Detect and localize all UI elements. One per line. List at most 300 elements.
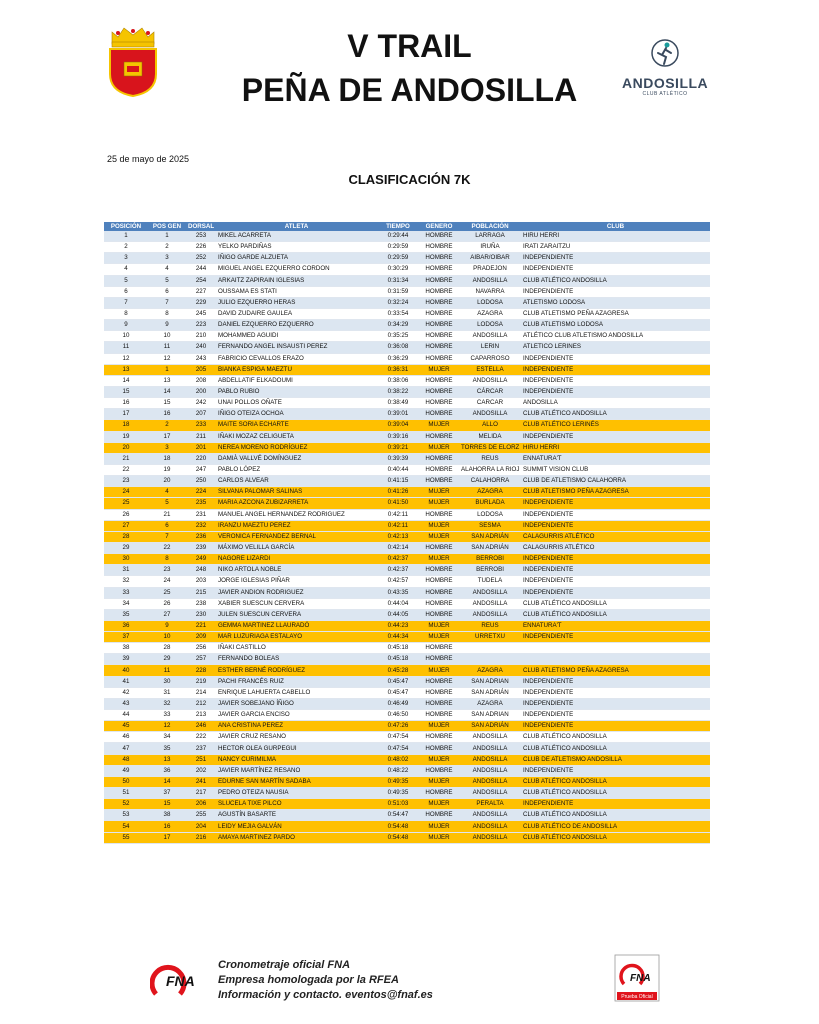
- cell-dorsal: 222: [186, 732, 216, 743]
- table-row: [104, 554, 710, 565]
- cell-pos-gen: 31: [148, 687, 186, 698]
- cell-time: 0:34:29: [377, 320, 419, 331]
- table-row: [104, 799, 710, 810]
- cell-dorsal: 200: [186, 386, 216, 397]
- table-row: [104, 308, 710, 319]
- cell-gender: HOMBRE: [419, 609, 459, 620]
- cell-club: CLUB ATLETISMO PEÑA AZAGRESA: [521, 665, 710, 676]
- cell-position: 20: [104, 442, 148, 453]
- cell-time: 0:35:25: [377, 331, 419, 342]
- cell-club: CALAGURRIS ATLÉTICO: [521, 542, 710, 553]
- cell-time: 0:44:23: [377, 620, 419, 631]
- cell-club: HIRU HERRI: [521, 442, 710, 453]
- event-date: 25 de mayo de 2025: [107, 154, 190, 164]
- cell-pos-gen: 14: [148, 386, 186, 397]
- cell-pos-gen: 17: [148, 832, 186, 843]
- cell-club: ANDOSILLA: [521, 398, 710, 409]
- cell-dorsal: 226: [186, 242, 216, 253]
- cell-club: INDEPENDIENTE: [521, 676, 710, 687]
- cell-town: ANDOSILLA: [459, 587, 521, 598]
- col-header-time: TIEMPO: [377, 222, 419, 231]
- cell-gender: HOMBRE: [419, 398, 459, 409]
- cell-position: 23: [104, 476, 148, 487]
- cell-gender: MUJER: [419, 776, 459, 787]
- cell-time: 0:42:57: [377, 576, 419, 587]
- cell-dorsal: 236: [186, 531, 216, 542]
- table-row: [104, 264, 710, 275]
- cell-dorsal: 254: [186, 275, 216, 286]
- cell-gender: HOMBRE: [419, 331, 459, 342]
- table-row: [104, 398, 710, 409]
- cell-athlete: IÑIGO OTEIZA OCHOA: [216, 409, 377, 420]
- cell-position: 29: [104, 542, 148, 553]
- cell-town: ANDOSILLA: [459, 609, 521, 620]
- cell-athlete: NIKO ARTOLA NOBLE: [216, 565, 377, 576]
- cell-pos-gen: 10: [148, 632, 186, 643]
- cell-athlete: JAVIER CRUZ RESANO: [216, 732, 377, 743]
- cell-town: AZAGRA: [459, 487, 521, 498]
- cell-town: SESMA: [459, 520, 521, 531]
- cell-dorsal: 257: [186, 654, 216, 665]
- table-row: [104, 320, 710, 331]
- table-row: [104, 520, 710, 531]
- cell-position: 3: [104, 253, 148, 264]
- cell-town: LODOSA: [459, 320, 521, 331]
- event-title-line2: PEÑA DE ANDOSILLA: [241, 72, 578, 108]
- table-row: [104, 654, 710, 665]
- table-row: [104, 297, 710, 308]
- cell-club: CLUB ATLÉTICO LERINÉS: [521, 420, 710, 431]
- cell-time: 0:54:48: [377, 832, 419, 843]
- cell-position: 53: [104, 810, 148, 821]
- cell-athlete: YELKO PARDIÑAS: [216, 242, 377, 253]
- cell-pos-gen: 29: [148, 654, 186, 665]
- cell-club: ATLETICO LERINES: [521, 342, 710, 353]
- cell-town: ANDOSILLA: [459, 275, 521, 286]
- cell-athlete: VERONICA FERNANDEZ BERNAL: [216, 531, 377, 542]
- cell-athlete: MIGUEL ANGEL EZQUERRO CORDON: [216, 264, 377, 275]
- cell-gender: HOMBRE: [419, 286, 459, 297]
- cell-dorsal: 211: [186, 431, 216, 442]
- cell-position: 11: [104, 342, 148, 353]
- cell-pos-gen: 33: [148, 710, 186, 721]
- cell-pos-gen: 12: [148, 353, 186, 364]
- cell-club: CLUB ATLÉTICO ANDOSILLA: [521, 788, 710, 799]
- cell-club: CLUB ATLÉTICO ANDOSILLA: [521, 275, 710, 286]
- cell-club: ATLÉTICO CLUB ATLETISMO ANDOSILLA: [521, 331, 710, 342]
- cell-club: CLUB ATLÉTICO ANDOSILLA: [521, 609, 710, 620]
- cell-athlete: ENRIQUE LAHUERTA CABELLO: [216, 687, 377, 698]
- cell-dorsal: 255: [186, 810, 216, 821]
- table-row: [104, 386, 710, 397]
- cell-dorsal: 221: [186, 620, 216, 631]
- cell-dorsal: 220: [186, 453, 216, 464]
- cell-time: 0:41:26: [377, 487, 419, 498]
- table-row: [104, 531, 710, 542]
- cell-town: AIBAR/OIBAR: [459, 253, 521, 264]
- cell-town: BERROBI: [459, 554, 521, 565]
- cell-position: 52: [104, 799, 148, 810]
- cell-club: INDEPENDIENTE: [521, 264, 710, 275]
- cell-position: 49: [104, 765, 148, 776]
- table-row: [104, 698, 710, 709]
- fna-logo: [150, 956, 206, 1000]
- cell-gender: MUJER: [419, 620, 459, 631]
- cell-club: INDEPENDIENTE: [521, 509, 710, 520]
- cell-time: 0:44:05: [377, 609, 419, 620]
- cell-town: IRUÑA: [459, 242, 521, 253]
- cell-pos-gen: 27: [148, 609, 186, 620]
- cell-pos-gen: 22: [148, 542, 186, 553]
- cell-town: LODOSA: [459, 297, 521, 308]
- cell-gender: HOMBRE: [419, 308, 459, 319]
- cell-dorsal: 252: [186, 253, 216, 264]
- cell-position: 7: [104, 297, 148, 308]
- cell-club: INDEPENDIENTE: [521, 431, 710, 442]
- cell-athlete: GEMMA MARTINEZ LLAURADÓ: [216, 620, 377, 631]
- cell-town: CÁRCAR: [459, 386, 521, 397]
- cell-gender: HOMBRE: [419, 264, 459, 275]
- cell-dorsal: 213: [186, 710, 216, 721]
- cell-pos-gen: 16: [148, 409, 186, 420]
- cell-town: SAN ADRIAN: [459, 710, 521, 721]
- cell-dorsal: 219: [186, 676, 216, 687]
- cell-town: SAN ADRIÁN: [459, 687, 521, 698]
- cell-position: 24: [104, 487, 148, 498]
- table-row: [104, 286, 710, 297]
- cell-town: SAN ADRIÁN: [459, 542, 521, 553]
- cell-position: 37: [104, 632, 148, 643]
- cell-time: 0:43:35: [377, 587, 419, 598]
- cell-gender: HOMBRE: [419, 542, 459, 553]
- cell-town: ALLO: [459, 420, 521, 431]
- cell-time: 0:45:47: [377, 676, 419, 687]
- cell-dorsal: 228: [186, 665, 216, 676]
- cell-time: 0:30:29: [377, 264, 419, 275]
- col-header-pos-gen: POS GEN: [148, 222, 186, 231]
- cell-position: 15: [104, 386, 148, 397]
- table-row: [104, 509, 710, 520]
- cell-position: 27: [104, 520, 148, 531]
- cell-club: CLUB ATLETISMO LODOSA: [521, 320, 710, 331]
- table-row: [104, 331, 710, 342]
- cell-athlete: MIKEL ACARRETA: [216, 231, 377, 242]
- cell-gender: HOMBRE: [419, 320, 459, 331]
- cell-dorsal: 246: [186, 721, 216, 732]
- cell-time: 0:36:08: [377, 342, 419, 353]
- cell-position: 38: [104, 643, 148, 654]
- cell-pos-gen: 20: [148, 476, 186, 487]
- cell-athlete: MAITE SORIA ECHARTE: [216, 420, 377, 431]
- cell-club: INDEPENDIENTE: [521, 698, 710, 709]
- cell-time: 0:47:54: [377, 732, 419, 743]
- cell-pos-gen: 1: [148, 364, 186, 375]
- cell-athlete: ABDELLATIF ELKADOUMI: [216, 375, 377, 386]
- cell-position: 18: [104, 420, 148, 431]
- cell-gender: HOMBRE: [419, 275, 459, 286]
- cell-position: 42: [104, 687, 148, 698]
- table-row: [104, 710, 710, 721]
- cell-club: INDEPENDIENTE: [521, 687, 710, 698]
- cell-town: ANDOSILLA: [459, 331, 521, 342]
- cell-gender: MUJER: [419, 832, 459, 843]
- cell-town: ANDOSILLA: [459, 732, 521, 743]
- cell-athlete: MAR LUZURIAGA ESTALAYO: [216, 632, 377, 643]
- cell-athlete: PEDRO OTEIZA NAUSIA: [216, 788, 377, 799]
- cell-athlete: MOHAMMED AGUIDI: [216, 331, 377, 342]
- cell-dorsal: 239: [186, 542, 216, 553]
- cell-position: 41: [104, 676, 148, 687]
- table-row: [104, 231, 710, 242]
- cell-pos-gen: 36: [148, 765, 186, 776]
- cell-athlete: FABRICIO CEVALLOS ERAZO: [216, 353, 377, 364]
- cell-athlete: PABLO LÓPEZ: [216, 464, 377, 475]
- cell-athlete: JULIO EZQUERRO HERAS: [216, 297, 377, 308]
- cell-position: 31: [104, 565, 148, 576]
- cell-pos-gen: 6: [148, 286, 186, 297]
- cell-club: INDEPENDIENTE: [521, 253, 710, 264]
- cell-gender: MUJER: [419, 721, 459, 732]
- cell-dorsal: 253: [186, 231, 216, 242]
- cell-gender: MUJER: [419, 487, 459, 498]
- cell-position: 46: [104, 732, 148, 743]
- cell-pos-gen: 28: [148, 643, 186, 654]
- table-row: [104, 342, 710, 353]
- cell-time: 0:39:16: [377, 431, 419, 442]
- cell-time: 0:49:35: [377, 776, 419, 787]
- cell-position: 17: [104, 409, 148, 420]
- cell-time: 0:29:59: [377, 242, 419, 253]
- cell-gender: MUJER: [419, 799, 459, 810]
- table-row: [104, 275, 710, 286]
- cell-dorsal: 238: [186, 598, 216, 609]
- cell-athlete: MÁXIMO VELILLA GARCÍA: [216, 542, 377, 553]
- cell-position: 47: [104, 743, 148, 754]
- cell-club: [521, 654, 710, 665]
- cell-pos-gen: 2: [148, 242, 186, 253]
- table-row: [104, 776, 710, 787]
- cell-town: ANDOSILLA: [459, 754, 521, 765]
- cell-position: 8: [104, 308, 148, 319]
- cell-athlete: XABIER SUESCUN CERVERA: [216, 598, 377, 609]
- cell-club: CLUB DE ATLETISMO CALAHORRA: [521, 476, 710, 487]
- cell-pos-gen: 2: [148, 420, 186, 431]
- cell-time: 0:39:04: [377, 420, 419, 431]
- table-row: [104, 476, 710, 487]
- cell-position: 39: [104, 654, 148, 665]
- results-table: [104, 222, 710, 844]
- cell-town: PERALTA: [459, 799, 521, 810]
- cell-club: ATLETISMO LODOSA: [521, 297, 710, 308]
- cell-position: 28: [104, 531, 148, 542]
- cell-dorsal: 247: [186, 464, 216, 475]
- cell-club: INDEPENDIENTE: [521, 520, 710, 531]
- cell-time: 0:40:44: [377, 464, 419, 475]
- cell-club: CLUB DE ATLETISMO ANDOSILLA: [521, 754, 710, 765]
- cell-club: CLUB ATLÉTICO ANDOSILLA: [521, 409, 710, 420]
- cell-position: 55: [104, 832, 148, 843]
- cell-dorsal: 248: [186, 565, 216, 576]
- cell-time: 0:36:29: [377, 353, 419, 364]
- cell-club: CLUB ATLÉTICO ANDOSILLA: [521, 743, 710, 754]
- table-row: [104, 632, 710, 643]
- cell-dorsal: 208: [186, 375, 216, 386]
- cell-dorsal: 233: [186, 420, 216, 431]
- cell-athlete: EDURNE SAN MARTÍN SADABA: [216, 776, 377, 787]
- table-row: [104, 643, 710, 654]
- cell-dorsal: 243: [186, 353, 216, 364]
- table-row: [104, 665, 710, 676]
- cell-position: 4: [104, 264, 148, 275]
- cell-club: CLUB ATLÉTICO ANDOSILLA: [521, 732, 710, 743]
- cell-gender: MUJER: [419, 498, 459, 509]
- cell-club: INDEPENDIENTE: [521, 353, 710, 364]
- cell-time: 0:44:34: [377, 632, 419, 643]
- cell-athlete: JAVIER SOBEJANO ÍÑIGO: [216, 698, 377, 709]
- cell-athlete: CARLOS ALVEAR: [216, 476, 377, 487]
- cell-club: CLUB ATLÉTICO ANDOSILLA: [521, 598, 710, 609]
- cell-time: 0:47:26: [377, 721, 419, 732]
- table-row: [104, 821, 710, 832]
- cell-time: 0:41:15: [377, 476, 419, 487]
- cell-gender: HOMBRE: [419, 409, 459, 420]
- cell-athlete: FERNANDO BOLEAS: [216, 654, 377, 665]
- cell-athlete: JAVIER GARCIA ENCISO: [216, 710, 377, 721]
- cell-pos-gen: 3: [148, 253, 186, 264]
- cell-athlete: PACHI FRANCÉS RUIZ: [216, 676, 377, 687]
- cell-dorsal: 224: [186, 487, 216, 498]
- cell-athlete: JORGE IGLESIAS PIÑAR: [216, 576, 377, 587]
- cell-position: 16: [104, 398, 148, 409]
- cell-gender: HOMBRE: [419, 643, 459, 654]
- cell-time: 0:51:03: [377, 799, 419, 810]
- cell-town: SAN ADRIAN: [459, 676, 521, 687]
- footer-line-2: Empresa homologada por la RFEA: [218, 974, 399, 986]
- cell-dorsal: 240: [186, 342, 216, 353]
- cell-time: 0:42:14: [377, 542, 419, 553]
- cell-athlete: NAGORE LIZARDI: [216, 554, 377, 565]
- cell-town: ANDOSILLA: [459, 409, 521, 420]
- cell-athlete: NEREA MORENO RODRÍGUEZ: [216, 442, 377, 453]
- cell-pos-gen: 4: [148, 487, 186, 498]
- cell-time: 0:48:22: [377, 765, 419, 776]
- cell-athlete: SLUCELA TIXE PILCO: [216, 799, 377, 810]
- cell-gender: HOMBRE: [419, 732, 459, 743]
- footer-line-1: Cronometraje oficial FNA: [218, 959, 351, 971]
- cell-pos-gen: 15: [148, 799, 186, 810]
- table-row: [104, 364, 710, 375]
- cell-gender: MUJER: [419, 442, 459, 453]
- cell-dorsal: 250: [186, 476, 216, 487]
- cell-dorsal: 201: [186, 442, 216, 453]
- cell-gender: HOMBRE: [419, 765, 459, 776]
- table-row: [104, 676, 710, 687]
- table-row: [104, 732, 710, 743]
- cell-gender: HOMBRE: [419, 743, 459, 754]
- fna-logo-text: FNA: [166, 973, 195, 989]
- cell-town: AZAGRA: [459, 698, 521, 709]
- cell-gender: HOMBRE: [419, 810, 459, 821]
- cell-club: ENNATURA'T: [521, 620, 710, 631]
- cell-town: BURLADA: [459, 498, 521, 509]
- table-row: [104, 576, 710, 587]
- cell-dorsal: 249: [186, 554, 216, 565]
- cell-athlete: FERNANDO ANGEL INSAUSTI PEREZ: [216, 342, 377, 353]
- cell-pos-gen: 34: [148, 732, 186, 743]
- cell-time: 0:46:49: [377, 698, 419, 709]
- cell-town: ANDOSILLA: [459, 821, 521, 832]
- cell-athlete: IÑIGO GARDE ALZUETA: [216, 253, 377, 264]
- cell-pos-gen: 6: [148, 520, 186, 531]
- cell-gender: HOMBRE: [419, 710, 459, 721]
- cell-pos-gen: 35: [148, 743, 186, 754]
- cell-dorsal: 227: [186, 286, 216, 297]
- badge-subtitle: Prueba Oficial: [621, 994, 653, 1000]
- cell-position: 9: [104, 320, 148, 331]
- cell-time: 0:29:59: [377, 253, 419, 264]
- cell-pos-gen: 37: [148, 788, 186, 799]
- cell-pos-gen: 11: [148, 342, 186, 353]
- cell-dorsal: 256: [186, 643, 216, 654]
- cell-gender: MUJER: [419, 520, 459, 531]
- cell-athlete: DANIEL EZQUERRO EZQUERRO: [216, 320, 377, 331]
- cell-time: 0:29:44: [377, 231, 419, 242]
- cell-pos-gen: 26: [148, 598, 186, 609]
- cell-gender: MUJER: [419, 665, 459, 676]
- table-row: [104, 765, 710, 776]
- cell-athlete: MANUEL ANGEL HERNANDEZ RODRIGUEZ: [216, 509, 377, 520]
- col-header-dorsal: DORSAL: [188, 223, 215, 230]
- cell-athlete: BIANKA ESPIGA MAEZTU: [216, 364, 377, 375]
- cell-gender: HOMBRE: [419, 242, 459, 253]
- cell-town: LERIN: [459, 342, 521, 353]
- table-row: [104, 242, 710, 253]
- cell-athlete: AGUSTÍN BASARTE: [216, 810, 377, 821]
- cell-position: 21: [104, 453, 148, 464]
- cell-pos-gen: 7: [148, 297, 186, 308]
- table-row: [104, 353, 710, 364]
- cell-position: 30: [104, 554, 148, 565]
- cell-position: 32: [104, 576, 148, 587]
- cell-athlete: LEIDY MEJIA GALVÁN: [216, 821, 377, 832]
- table-row: [104, 409, 710, 420]
- cell-club: INDEPENDIENTE: [521, 632, 710, 643]
- cell-gender: HOMBRE: [419, 598, 459, 609]
- cell-pos-gen: 5: [148, 498, 186, 509]
- cell-club: INDEPENDIENTE: [521, 375, 710, 386]
- cell-town: LODOSA: [459, 509, 521, 520]
- cell-pos-gen: 10: [148, 331, 186, 342]
- cell-position: 19: [104, 431, 148, 442]
- cell-dorsal: 215: [186, 587, 216, 598]
- cell-pos-gen: 17: [148, 431, 186, 442]
- cell-town: ANDOSILLA: [459, 765, 521, 776]
- cell-time: 0:45:47: [377, 687, 419, 698]
- cell-gender: HOMBRE: [419, 431, 459, 442]
- cell-athlete: JULEN SUESCUN CERVERA: [216, 609, 377, 620]
- footer-line-3: Información y contacto. eventos@fnaf.es: [218, 989, 433, 1001]
- cell-club: [521, 643, 710, 654]
- col-header-position: POSICIÓN: [104, 222, 148, 231]
- cell-dorsal: 229: [186, 297, 216, 308]
- cell-position: 2: [104, 242, 148, 253]
- cell-dorsal: 216: [186, 832, 216, 843]
- cell-dorsal: 251: [186, 754, 216, 765]
- cell-gender: HOMBRE: [419, 587, 459, 598]
- cell-pos-gen: 4: [148, 264, 186, 275]
- cell-athlete: ARKAITZ ZAPIRAIN IGLESIAS: [216, 275, 377, 286]
- cell-town: ANDOSILLA: [459, 598, 521, 609]
